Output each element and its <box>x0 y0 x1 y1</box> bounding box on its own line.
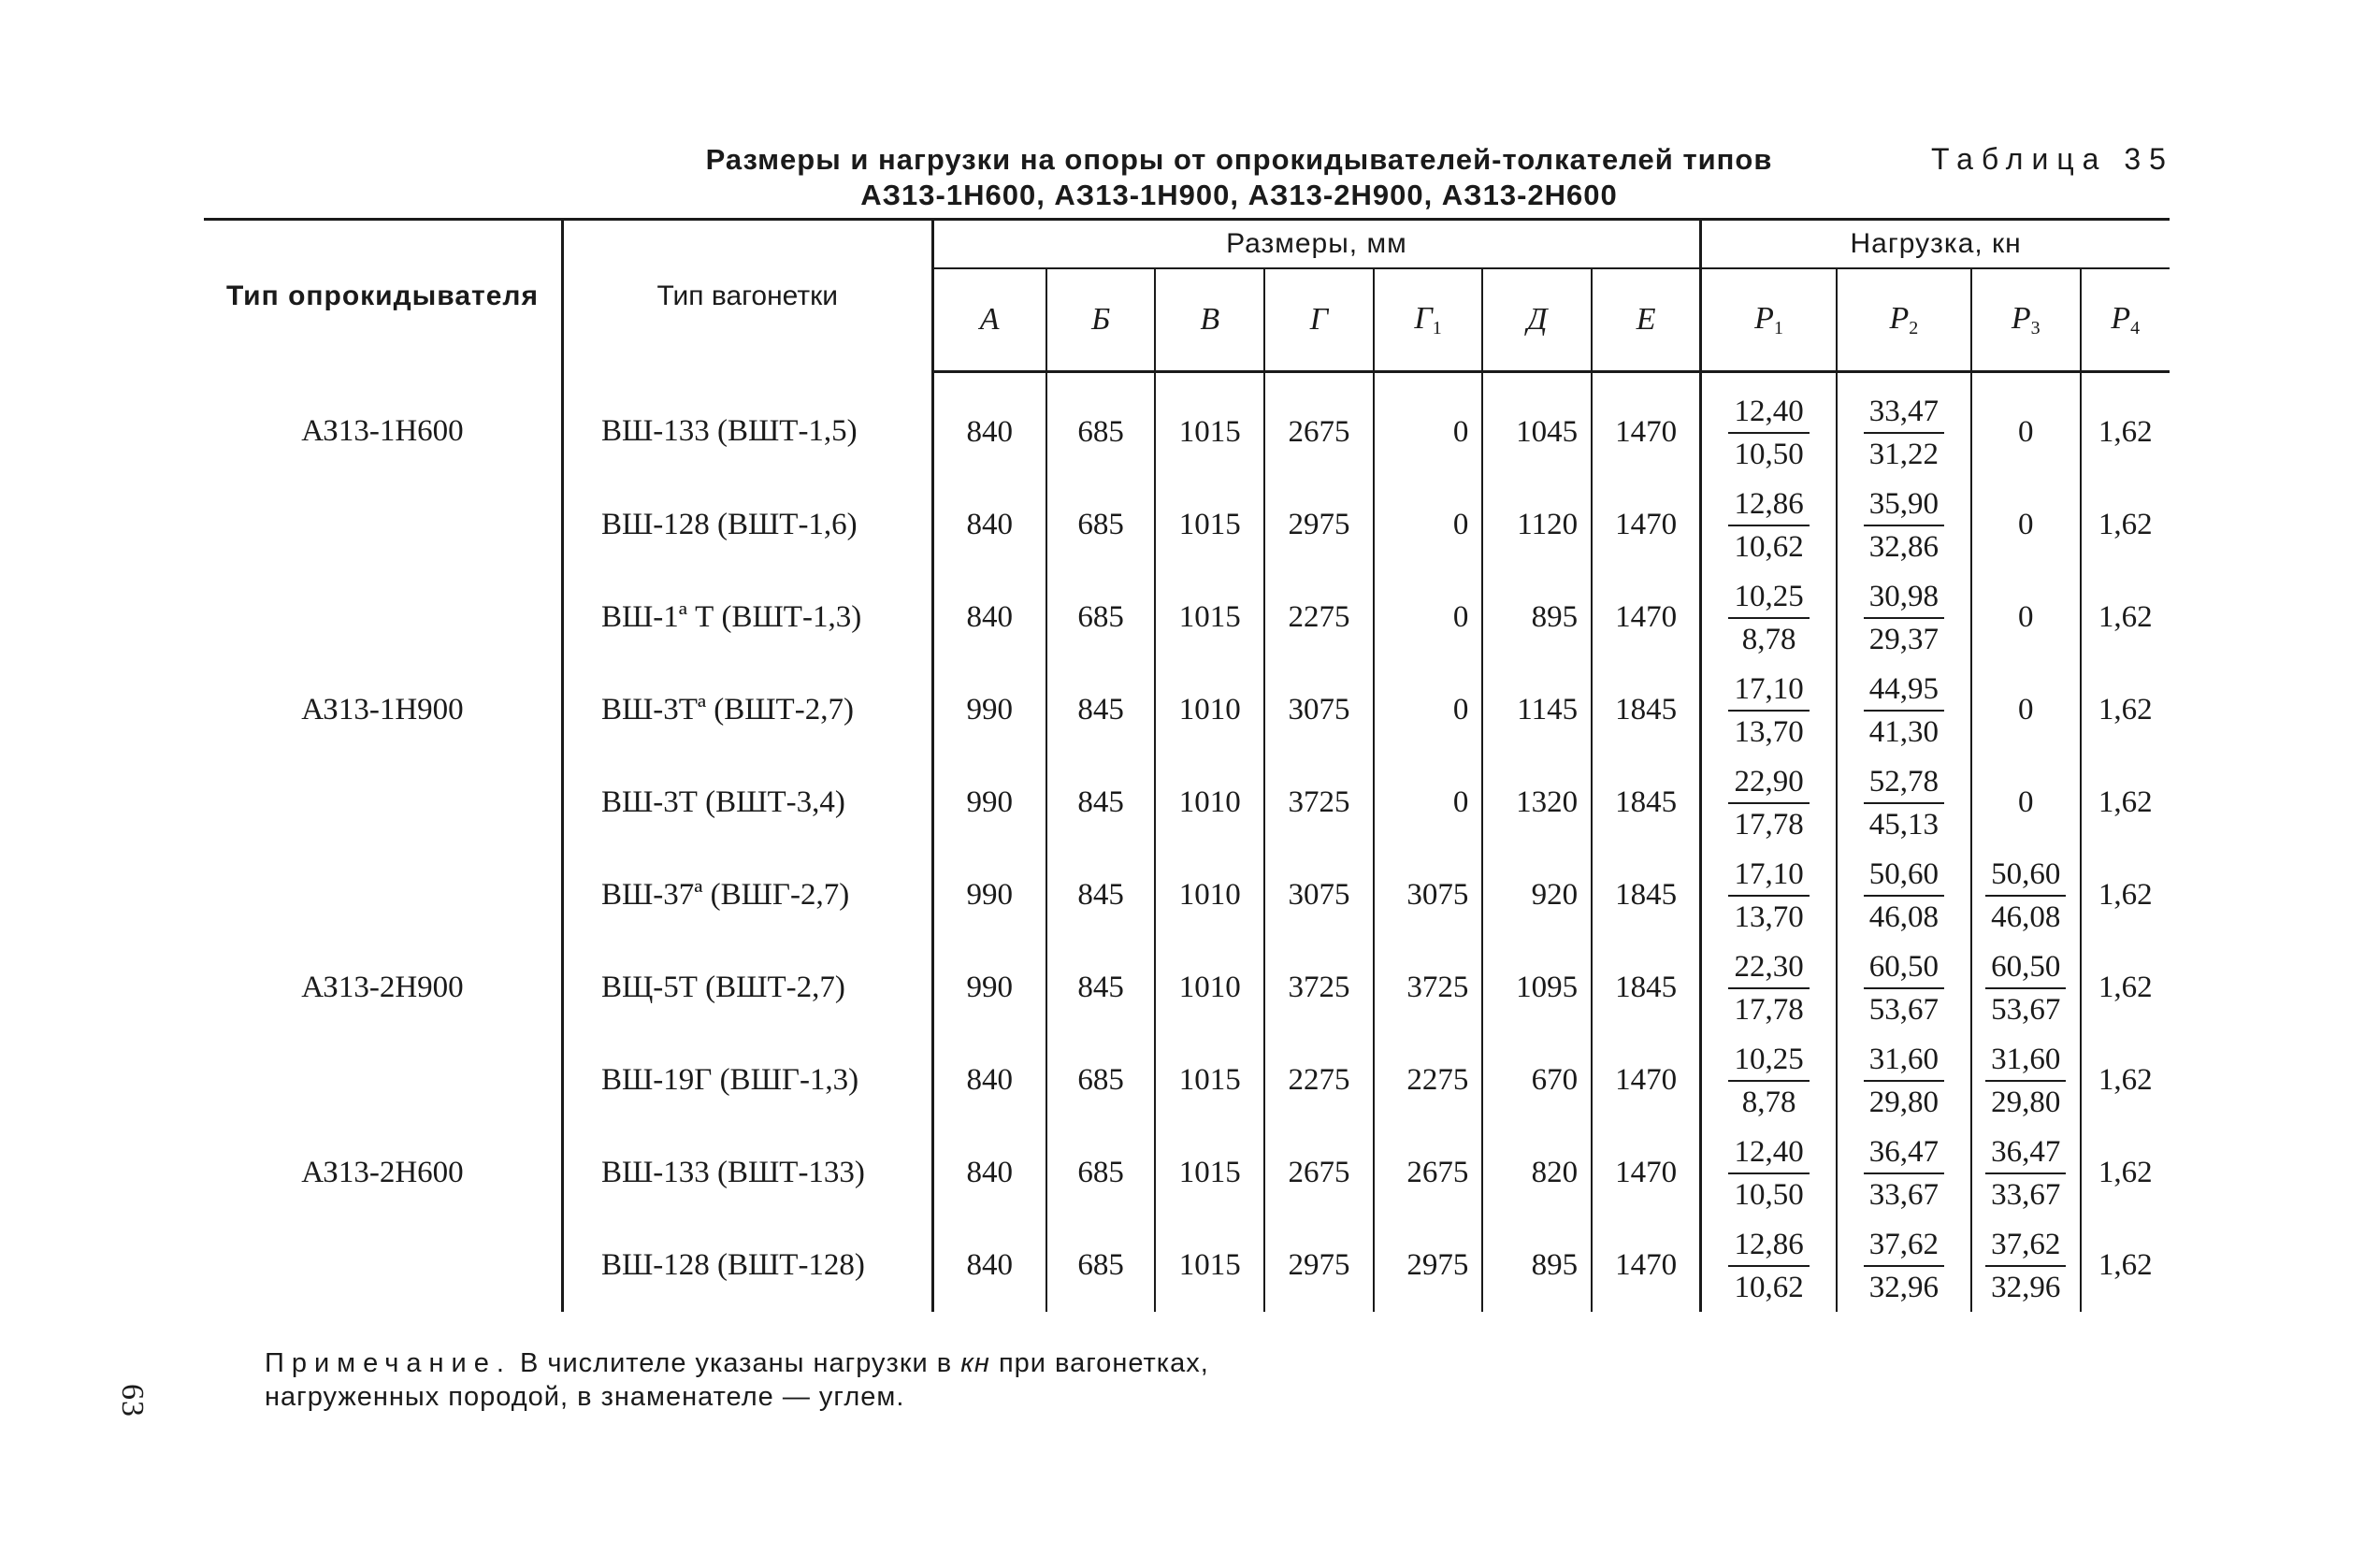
header-size-4 <box>1374 268 1483 372</box>
header-load-2-letter: P <box>2011 300 2031 336</box>
cell-e: 1470 <box>1592 571 1701 664</box>
header-sizes-group <box>932 220 1701 269</box>
denominator: 13,70 <box>1734 899 1804 934</box>
header-size-6 <box>1592 268 1701 372</box>
table-row <box>204 1219 2170 1312</box>
fraction <box>1728 1226 1809 1306</box>
cell-p1 <box>1701 1219 1837 1312</box>
fraction <box>1985 856 2066 936</box>
numerator: 22,30 <box>1728 948 1809 989</box>
header-size-0 <box>932 268 1046 372</box>
denominator: 8,78 <box>1741 1085 1796 1119</box>
cell-tip: АЗ13-1Н600 <box>301 414 464 449</box>
denominator: 13,70 <box>1734 714 1804 749</box>
footnote-line2: нагруженных породой, в знаменателе — углем. <box>265 1382 905 1412</box>
cell-v: 1010 <box>1155 756 1264 849</box>
header-load-3-subscript: 4 <box>2130 317 2141 338</box>
table-title-line1: Размеры и нагрузки на опоры от опрокидывателей-толкателей типов <box>705 143 1773 176</box>
denominator: 53,67 <box>1868 992 1939 1027</box>
cell-e: 1470 <box>1592 1127 1701 1219</box>
denominator: 41,30 <box>1868 714 1939 749</box>
header-tip: Тип опрокидывателя <box>204 220 562 372</box>
numerator: 22,90 <box>1728 763 1809 804</box>
cell-v: 1015 <box>1155 1219 1264 1312</box>
cell-d: 920 <box>1482 849 1592 942</box>
header-size-1 <box>1046 268 1156 372</box>
cell-g: 2275 <box>1264 571 1374 664</box>
cell-e: 1845 <box>1592 756 1701 849</box>
header-load-1 <box>1837 268 1971 372</box>
cell-b: 685 <box>1046 1219 1156 1312</box>
header-load-3-letter: P <box>2111 300 2131 336</box>
header-load-1-subscript: 2 <box>1909 317 1919 338</box>
fraction <box>1864 670 1944 751</box>
cell-b: 685 <box>1046 571 1156 664</box>
cell-tip <box>204 1034 562 1127</box>
cell-wagon: ВШ-128 (ВШТ-1,6) <box>562 479 932 571</box>
fraction <box>1985 1226 2066 1306</box>
denominator: 8,78 <box>1741 622 1796 656</box>
header-size-6-letter: Е <box>1636 302 1656 337</box>
fraction <box>1864 1133 1944 1214</box>
numerator: 36,47 <box>1864 1133 1944 1174</box>
footnote-unit: кн <box>960 1348 990 1378</box>
cell-p3 <box>1971 479 2081 571</box>
cell-b: 685 <box>1046 479 1156 571</box>
fraction <box>1864 578 1944 658</box>
cell-a: 990 <box>932 664 1046 756</box>
cell-a: 840 <box>932 479 1046 571</box>
denominator: 45,13 <box>1868 807 1939 842</box>
cell-p1 <box>1701 372 1837 480</box>
cell-d: 670 <box>1482 1034 1592 1127</box>
numerator: 35,90 <box>1864 485 1944 526</box>
header-sizes-label: Размеры, мм <box>1226 228 1407 259</box>
numerator: 44,95 <box>1864 670 1944 712</box>
cell-d: 820 <box>1482 1127 1592 1219</box>
cell-p3 <box>1971 1219 2081 1312</box>
cell-v: 1010 <box>1155 664 1264 756</box>
cell-d: 1095 <box>1482 942 1592 1034</box>
cell-a: 990 <box>932 756 1046 849</box>
fraction <box>1864 1226 1944 1306</box>
cell-b: 845 <box>1046 664 1156 756</box>
cell-g1: 2975 <box>1374 1219 1483 1312</box>
numerator: 60,50 <box>1985 948 2066 989</box>
denominator: 10,62 <box>1734 529 1804 564</box>
cell-g: 3725 <box>1264 756 1374 849</box>
denominator: 29,80 <box>1868 1085 1939 1119</box>
numerator: 31,60 <box>1864 1041 1944 1082</box>
table-row <box>204 571 2170 664</box>
cell-g: 3075 <box>1264 664 1374 756</box>
cell-p2 <box>1837 849 1971 942</box>
cell-a: 840 <box>932 1127 1046 1219</box>
cell-d: 895 <box>1482 1219 1592 1312</box>
cell-g1: 3725 <box>1374 942 1483 1034</box>
cell-p3 <box>1971 664 2081 756</box>
numerator: 50,60 <box>1985 856 2066 897</box>
header-size-0-letter: А <box>979 302 1000 337</box>
denominator: 53,67 <box>1991 992 2061 1027</box>
table-title <box>655 142 1824 213</box>
cell-e: 1470 <box>1592 479 1701 571</box>
footnote-text2: при вагонетках, <box>989 1348 1209 1378</box>
cell-p1 <box>1701 571 1837 664</box>
fraction <box>1728 393 1809 473</box>
cell-wagon: ВШ-1ª Т (ВШТ-1,3) <box>562 571 932 664</box>
cell-p3 <box>1971 1034 2081 1127</box>
cell-p2 <box>1837 372 1971 480</box>
cell-g: 2275 <box>1264 1034 1374 1127</box>
header-load-2-subscript: 3 <box>2030 317 2041 338</box>
cell-g1: 0 <box>1374 571 1483 664</box>
cell-g: 3075 <box>1264 849 1374 942</box>
header-loads-label: Нагрузка, кн <box>1850 228 2022 259</box>
fraction <box>1864 1041 1944 1121</box>
cell-e: 1845 <box>1592 664 1701 756</box>
numerator: 37,62 <box>1985 1226 2066 1267</box>
table-row <box>204 756 2170 849</box>
denominator: 10,62 <box>1734 1270 1804 1304</box>
fraction <box>1864 856 1944 936</box>
fraction <box>1728 856 1809 936</box>
cell-v: 1015 <box>1155 1127 1264 1219</box>
footnote-label: Примечание. <box>265 1348 512 1378</box>
cell-p4: 1,62 <box>2081 849 2170 942</box>
header-load-0-letter: P <box>1754 300 1774 336</box>
cell-tip <box>204 756 562 849</box>
cell-e: 1470 <box>1592 1219 1701 1312</box>
cell-p2 <box>1837 756 1971 849</box>
cell-p4: 1,62 <box>2081 1127 2170 1219</box>
cell-wagon: ВШ-128 (ВШТ-128) <box>562 1219 932 1312</box>
numerator: 50,60 <box>1864 856 1944 897</box>
table-row <box>204 1034 2170 1127</box>
cell-p1 <box>1701 849 1837 942</box>
cell-tip: АЗ13-2Н900 <box>301 971 464 1004</box>
cell-p3 <box>1971 1127 2081 1219</box>
fraction <box>1728 485 1809 566</box>
denominator: 10,50 <box>1734 437 1804 471</box>
cell-g: 3725 <box>1264 942 1374 1034</box>
header-loads-group <box>1701 220 2170 269</box>
table-row <box>204 1127 2170 1219</box>
value: 0 <box>2017 415 2034 449</box>
cell-p1 <box>1701 1127 1837 1219</box>
cell-a: 840 <box>932 1219 1046 1312</box>
cell-d: 1145 <box>1482 664 1592 756</box>
cell-g1: 0 <box>1374 372 1483 480</box>
cell-p1 <box>1701 664 1837 756</box>
cell-tip <box>204 571 562 664</box>
header-size-3-letter: Г <box>1309 302 1329 337</box>
cell-p4: 1,62 <box>2081 1219 2170 1312</box>
value: 0 <box>2017 508 2034 541</box>
cell-v: 1010 <box>1155 942 1264 1034</box>
numerator: 12,40 <box>1728 393 1809 434</box>
cell-p3 <box>1971 571 2081 664</box>
cell-v: 1010 <box>1155 849 1264 942</box>
cell-p4: 1,62 <box>2081 756 2170 849</box>
denominator: 33,67 <box>1991 1177 2061 1212</box>
numerator: 60,50 <box>1864 948 1944 989</box>
fraction <box>1728 1041 1809 1121</box>
footnote-text1: В числителе указаны нагрузки в <box>511 1348 961 1378</box>
numerator: 52,78 <box>1864 763 1944 804</box>
table-row <box>204 479 2170 571</box>
cell-e: 1470 <box>1592 372 1701 480</box>
fraction <box>1985 948 2066 1029</box>
cell-b: 845 <box>1046 756 1156 849</box>
header-size-2 <box>1155 268 1264 372</box>
cell-p3 <box>1971 942 2081 1034</box>
header-size-2-letter: В <box>1200 302 1220 337</box>
cell-p1 <box>1701 479 1837 571</box>
fraction <box>1864 763 1944 843</box>
fraction <box>1985 1041 2066 1121</box>
cell-p2 <box>1837 1034 1971 1127</box>
cell-p2 <box>1837 942 1971 1034</box>
denominator: 46,08 <box>1991 899 2061 934</box>
cell-p2 <box>1837 664 1971 756</box>
cell-g: 2975 <box>1264 479 1374 571</box>
table-body <box>204 372 2170 1313</box>
cell-wagon: ВШ-3Т (ВШТ-3,4) <box>562 756 932 849</box>
cell-p4: 1,62 <box>2081 1034 2170 1127</box>
numerator: 17,10 <box>1728 856 1809 897</box>
numerator: 10,25 <box>1728 1041 1809 1082</box>
cell-p4: 1,62 <box>2081 664 2170 756</box>
cell-tip: АЗ13-2Н600 <box>301 1156 464 1189</box>
numerator: 12,86 <box>1728 485 1809 526</box>
cell-a: 840 <box>932 1034 1046 1127</box>
numerator: 17,10 <box>1728 670 1809 712</box>
header-size-4-letter: Г <box>1414 300 1433 336</box>
cell-g1: 2675 <box>1374 1127 1483 1219</box>
fraction <box>1728 948 1809 1029</box>
cell-wagon: ВШ-3Тª (ВШТ-2,7) <box>562 664 932 756</box>
cell-b: 845 <box>1046 849 1156 942</box>
cell-a: 840 <box>932 372 1046 480</box>
header-wagon: Тип вагонетки <box>562 220 932 372</box>
denominator: 32,96 <box>1991 1270 2061 1304</box>
denominator: 32,86 <box>1868 529 1939 564</box>
cell-tip <box>204 849 562 942</box>
cell-p4: 1,62 <box>2081 479 2170 571</box>
numerator: 12,86 <box>1728 1226 1809 1267</box>
cell-g1: 0 <box>1374 479 1483 571</box>
cell-e: 1470 <box>1592 1034 1701 1127</box>
header-load-3 <box>2081 268 2170 372</box>
footnote <box>265 1346 1209 1414</box>
cell-g: 2675 <box>1264 372 1374 480</box>
cell-tip <box>204 1219 562 1312</box>
cell-d: 1320 <box>1482 756 1592 849</box>
cell-wagon: ВШ-133 (ВШТ-1,5) <box>562 372 932 480</box>
denominator: 33,67 <box>1868 1177 1939 1212</box>
value: 0 <box>2017 785 2034 819</box>
cell-tip: АЗ13-1Н900 <box>301 693 464 726</box>
cell-b: 685 <box>1046 1034 1156 1127</box>
cell-e: 1845 <box>1592 942 1701 1034</box>
fraction <box>1864 948 1944 1029</box>
fraction <box>1728 578 1809 658</box>
page-number: 63 <box>115 1384 150 1417</box>
denominator: 17,78 <box>1734 992 1804 1027</box>
value: 0 <box>2017 600 2034 634</box>
cell-wagon: ВШ-133 (ВШТ-133) <box>562 1127 932 1219</box>
header-load-2 <box>1971 268 2081 372</box>
cell-p2 <box>1837 1127 1971 1219</box>
cell-d: 895 <box>1482 571 1592 664</box>
table-title-line2: АЗ13-1Н600, АЗ13-1Н900, АЗ13-2Н900, АЗ13-2Н600 <box>860 179 1618 211</box>
cell-wagon: ВШ-19Г (ВШГ-1,3) <box>562 1034 932 1127</box>
numerator: 10,25 <box>1728 578 1809 619</box>
cell-p1 <box>1701 1034 1837 1127</box>
data-table <box>204 218 2170 1312</box>
cell-g1: 0 <box>1374 664 1483 756</box>
cell-tip <box>204 479 562 571</box>
cell-p2 <box>1837 1219 1971 1312</box>
cell-a: 840 <box>932 571 1046 664</box>
denominator: 17,78 <box>1734 807 1804 842</box>
numerator: 31,60 <box>1985 1041 2066 1082</box>
denominator: 31,22 <box>1868 437 1939 471</box>
header-load-0-subscript: 1 <box>1773 317 1783 338</box>
header-size-1-letter: Б <box>1091 302 1111 337</box>
table-row <box>204 372 2170 480</box>
header-size-5-letter: Д <box>1526 302 1548 337</box>
fraction <box>1728 763 1809 843</box>
numerator: 12,40 <box>1728 1133 1809 1174</box>
table-header <box>204 220 2170 372</box>
cell-v: 1015 <box>1155 571 1264 664</box>
denominator: 29,80 <box>1991 1085 2061 1119</box>
numerator: 33,47 <box>1864 393 1944 434</box>
table-row <box>204 849 2170 942</box>
cell-p3 <box>1971 372 2081 480</box>
cell-wagon: ВЩ-5Т (ВШТ-2,7) <box>562 942 932 1034</box>
fraction <box>1728 670 1809 751</box>
cell-g: 2975 <box>1264 1219 1374 1312</box>
header-size-4-subscript: 1 <box>1432 317 1442 338</box>
cell-a: 990 <box>932 942 1046 1034</box>
table-number-label: Таблица 35 <box>1931 142 2174 176</box>
cell-d: 1045 <box>1482 372 1592 480</box>
fraction <box>1728 1133 1809 1214</box>
numerator: 30,98 <box>1864 578 1944 619</box>
cell-p2 <box>1837 479 1971 571</box>
fraction <box>1864 485 1944 566</box>
table-row <box>204 664 2170 756</box>
cell-v: 1015 <box>1155 479 1264 571</box>
denominator: 10,50 <box>1734 1177 1804 1212</box>
cell-b: 685 <box>1046 372 1156 480</box>
cell-p3 <box>1971 849 2081 942</box>
cell-p4: 1,62 <box>2081 942 2170 1034</box>
denominator: 46,08 <box>1868 899 1939 934</box>
cell-g1: 3075 <box>1374 849 1483 942</box>
cell-wagon: ВШ-37ª (ВШГ-2,7) <box>562 849 932 942</box>
header-size-3 <box>1264 268 1374 372</box>
cell-g1: 0 <box>1374 756 1483 849</box>
numerator: 36,47 <box>1985 1133 2066 1174</box>
cell-p4: 1,62 <box>2081 372 2170 480</box>
table-row <box>204 942 2170 1034</box>
cell-p1 <box>1701 756 1837 849</box>
cell-d: 1120 <box>1482 479 1592 571</box>
fraction <box>1864 393 1944 473</box>
data-table-container <box>204 218 2170 1312</box>
cell-v: 1015 <box>1155 372 1264 480</box>
denominator: 32,96 <box>1868 1270 1939 1304</box>
cell-p3 <box>1971 756 2081 849</box>
cell-p2 <box>1837 571 1971 664</box>
value: 0 <box>2017 693 2034 726</box>
cell-g: 2675 <box>1264 1127 1374 1219</box>
cell-g1: 2275 <box>1374 1034 1483 1127</box>
header-load-1-letter: P <box>1889 300 1910 336</box>
cell-p4: 1,62 <box>2081 571 2170 664</box>
cell-p1 <box>1701 942 1837 1034</box>
cell-a: 990 <box>932 849 1046 942</box>
cell-e: 1845 <box>1592 849 1701 942</box>
cell-b: 685 <box>1046 1127 1156 1219</box>
denominator: 29,37 <box>1868 622 1939 656</box>
header-load-0 <box>1701 268 1837 372</box>
cell-v: 1015 <box>1155 1034 1264 1127</box>
numerator: 37,62 <box>1864 1226 1944 1267</box>
fraction <box>1985 1133 2066 1214</box>
header-size-5 <box>1482 268 1592 372</box>
cell-b: 845 <box>1046 942 1156 1034</box>
